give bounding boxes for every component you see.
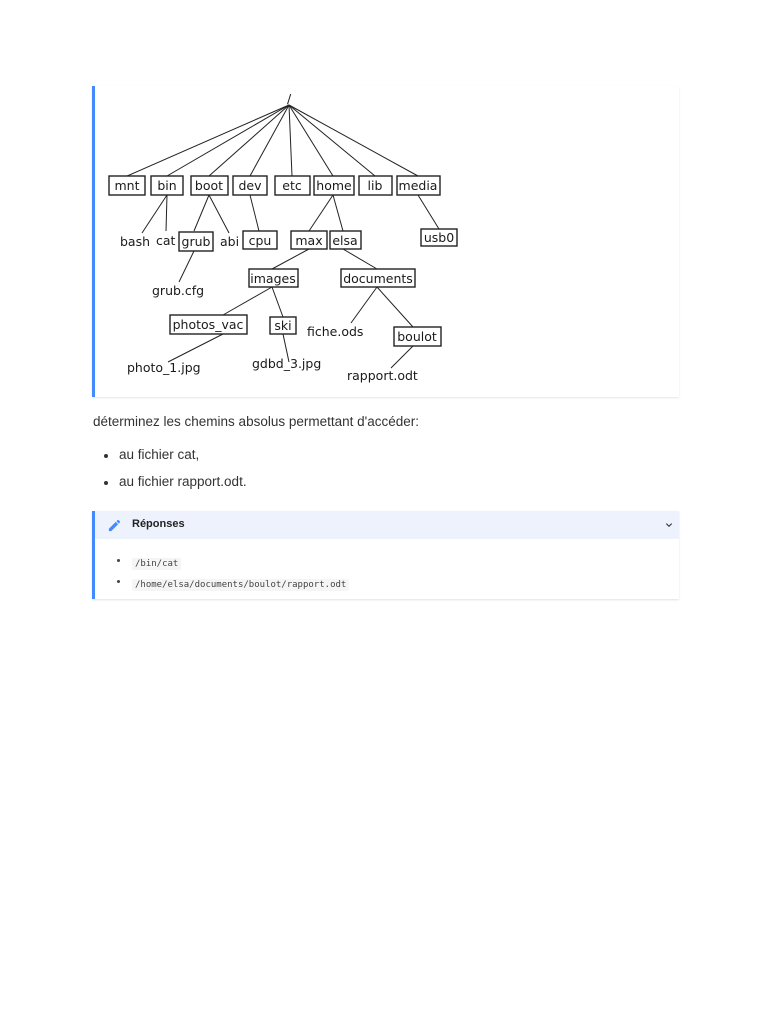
node-boulot: boulot [397,329,437,344]
tree-diagram-block [92,86,679,397]
level5-nodes [127,356,418,383]
leaf-bash: bash [120,234,151,249]
leaf-cat: cat [156,233,176,248]
question-text: déterminez les chemins absolus permettant d'accéder: [93,414,419,429]
leaf-rapport-odt: rapport.odt [347,368,418,383]
answers-list [117,553,349,595]
leaf-gdbd-3-jpg: gdbd_3.jpg [252,356,322,371]
pencil-icon [107,518,122,533]
node-usb0: usb0 [423,230,455,245]
level3-nodes [152,269,415,298]
node-grub: grub [181,234,211,249]
code-answer-cat: /bin/cat [132,558,181,570]
node-documents: documents [343,271,413,286]
node-bin: bin [157,178,177,193]
root-edges [127,105,418,176]
node-photos-vac: photos_vac [172,317,244,332]
answers-admonition [92,511,679,599]
node-home: home [316,178,352,193]
leaf-grub-cfg: grub.cfg [152,283,205,298]
level2-edges [142,195,439,233]
root-node: / [287,91,292,106]
node-etc: etc [282,178,302,193]
node-ski: ski [274,318,292,333]
answers-title: Réponses [132,518,185,530]
level2-nodes [120,229,457,251]
answers-header[interactable] [95,511,679,539]
level4-edges [223,287,413,327]
leaf-fiche-ods: fiche.ods [307,324,364,339]
node-boot: boot [194,178,224,193]
list-item: au fichier cat, [104,447,247,474]
node-max: max [295,233,323,248]
question-list [104,447,247,501]
list-item [117,553,349,574]
list-item: au fichier rapport.odt. [104,474,247,501]
level1-nodes [109,176,440,195]
filesystem-tree [95,86,679,397]
node-lib: lib [367,178,383,193]
node-media: media [398,178,438,193]
leaf-photo-1-jpg: photo_1.jpg [127,360,201,375]
leaf-abi: abi [220,234,240,249]
node-cpu: cpu [248,233,272,248]
node-images: images [250,271,296,286]
code-answer-rapport: /home/elsa/documents/boulot/rapport.odt [132,579,349,591]
node-mnt: mnt [114,178,140,193]
node-dev: dev [238,178,262,193]
level4-nodes [170,315,441,346]
list-item [117,574,349,595]
chevron-down-icon[interactable] [663,519,675,531]
node-elsa: elsa [332,233,358,248]
